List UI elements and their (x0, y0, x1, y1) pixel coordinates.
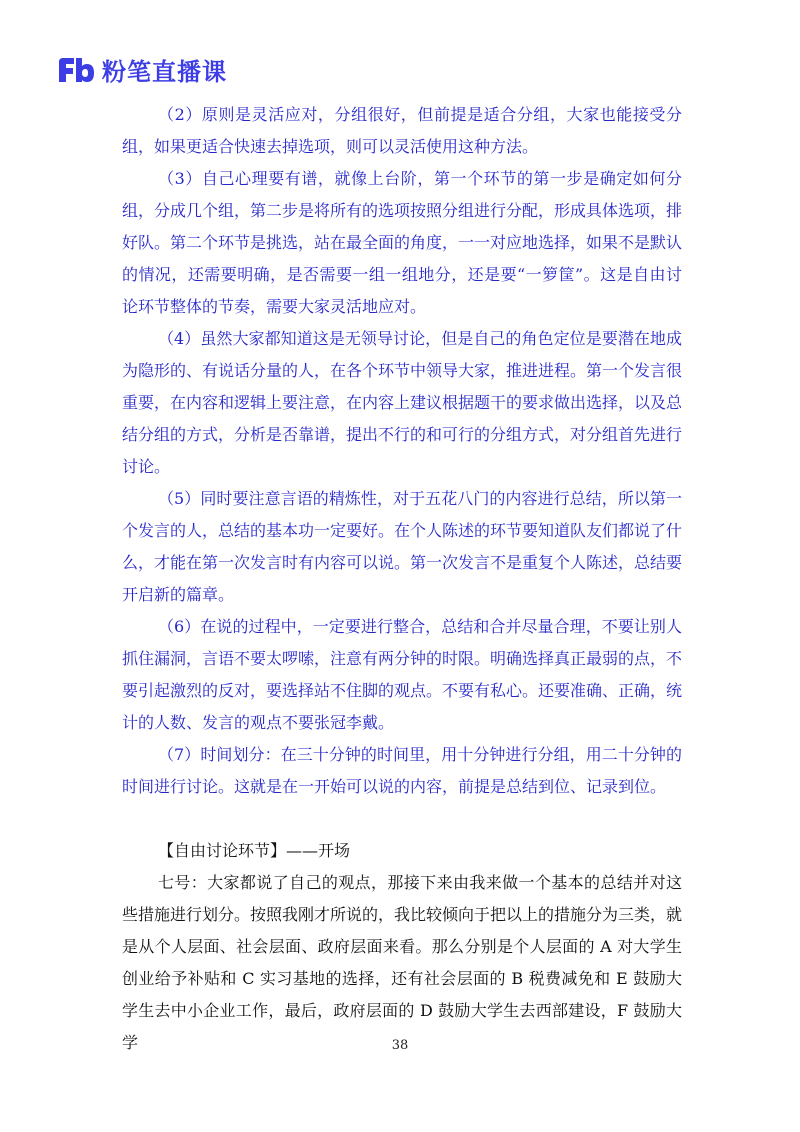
fb-logo-icon (56, 55, 96, 85)
section-paragraph: 七号：大家都说了自己的观点，那接下来由我来做一个基本的总结并对这些措施进行划分。按照我刚才所说的，我比较倾向于把以上的措施分为三类，就是从个人层面、社会层面、政府层面来看。那么分别是个人层面的 A 对大学生创业给予补贴和 C 实习基地的选择，还有社会层面的 B 税费减免和 E 鼓励大学生去中小企业工作，最后，政府层面的 D 鼓励大学生去西部建设，F 鼓励大学 (122, 873, 683, 1052)
paragraph-2: （2）原则是灵活应对，分组很好，但前提是适合分组，大家也能接受分组，如果更适合快速去掉选项，则可以灵活使用这种方法。 (122, 105, 682, 156)
paragraph-6: （6）在说的过程中，一定要进行整合，总结和合并尽量合理，不要让别人抓住漏洞，言语不要太啰嗦，注意有两分钟的时限。明确选择真正最弱的点，不要引起激烈的反对，要选择站不住脚的观点。不要有私心。还要准确、正确，统计的人数、发言的观点不要张冠李戴。 (122, 617, 683, 732)
document-body (122, 99, 682, 1059)
section-gap (122, 803, 682, 835)
header-logo (56, 52, 227, 87)
logo-text: 粉笔直播课 (102, 58, 227, 86)
paragraph-3: （3）自己心理要有谱，就像上台阶，第一个环节的第一步是确定如何分组，分成几个组，第二步是将所有的选项按照分组进行分配，形成具体选项，排好队。第二个环节是挑选，站在最全面的角度，一一对应地选择，如果不是默认的情况，还需要明确，是否需要一组一组地分，还是要“一箩筐”。这是自由讨论环节整体的节奏，需要大家灵活地应对。 (122, 169, 683, 316)
section-heading: 【自由讨论环节】——开场 (158, 841, 351, 860)
paragraph-5: （5）同时要注意言语的精炼性，对于五花八门的内容进行总结，所以第一个发言的人，总结的基本功一定要好。在个人陈述的环节要知道队友们都说了什么，才能在第一次发言时有内容可以说。第一次发言不是重复个人陈述，总结要开启新的篇章。 (122, 489, 683, 604)
paragraph-7: （7）时间划分：在三十分钟的时间里，用十分钟进行分组，用二十分钟的时间进行讨论。这就是在一开始可以说的内容，前提是总结到位、记录到位。 (122, 745, 682, 796)
paragraph-4: （4）虽然大家都知道这是无领导讨论，但是自己的角色定位是要潜在地成为隐形的、有说话分量的人，在各个环节中领导大家，推进进程。第一个发言很重要，在内容和逻辑上要注意，在内容上建议根据题干的要求做出选择，以及总结分组的方式，分析是否靠谱，提出不行的和可行的分组方式，对分组首先进行讨论。 (122, 329, 683, 476)
page-number: 38 (391, 1038, 409, 1053)
